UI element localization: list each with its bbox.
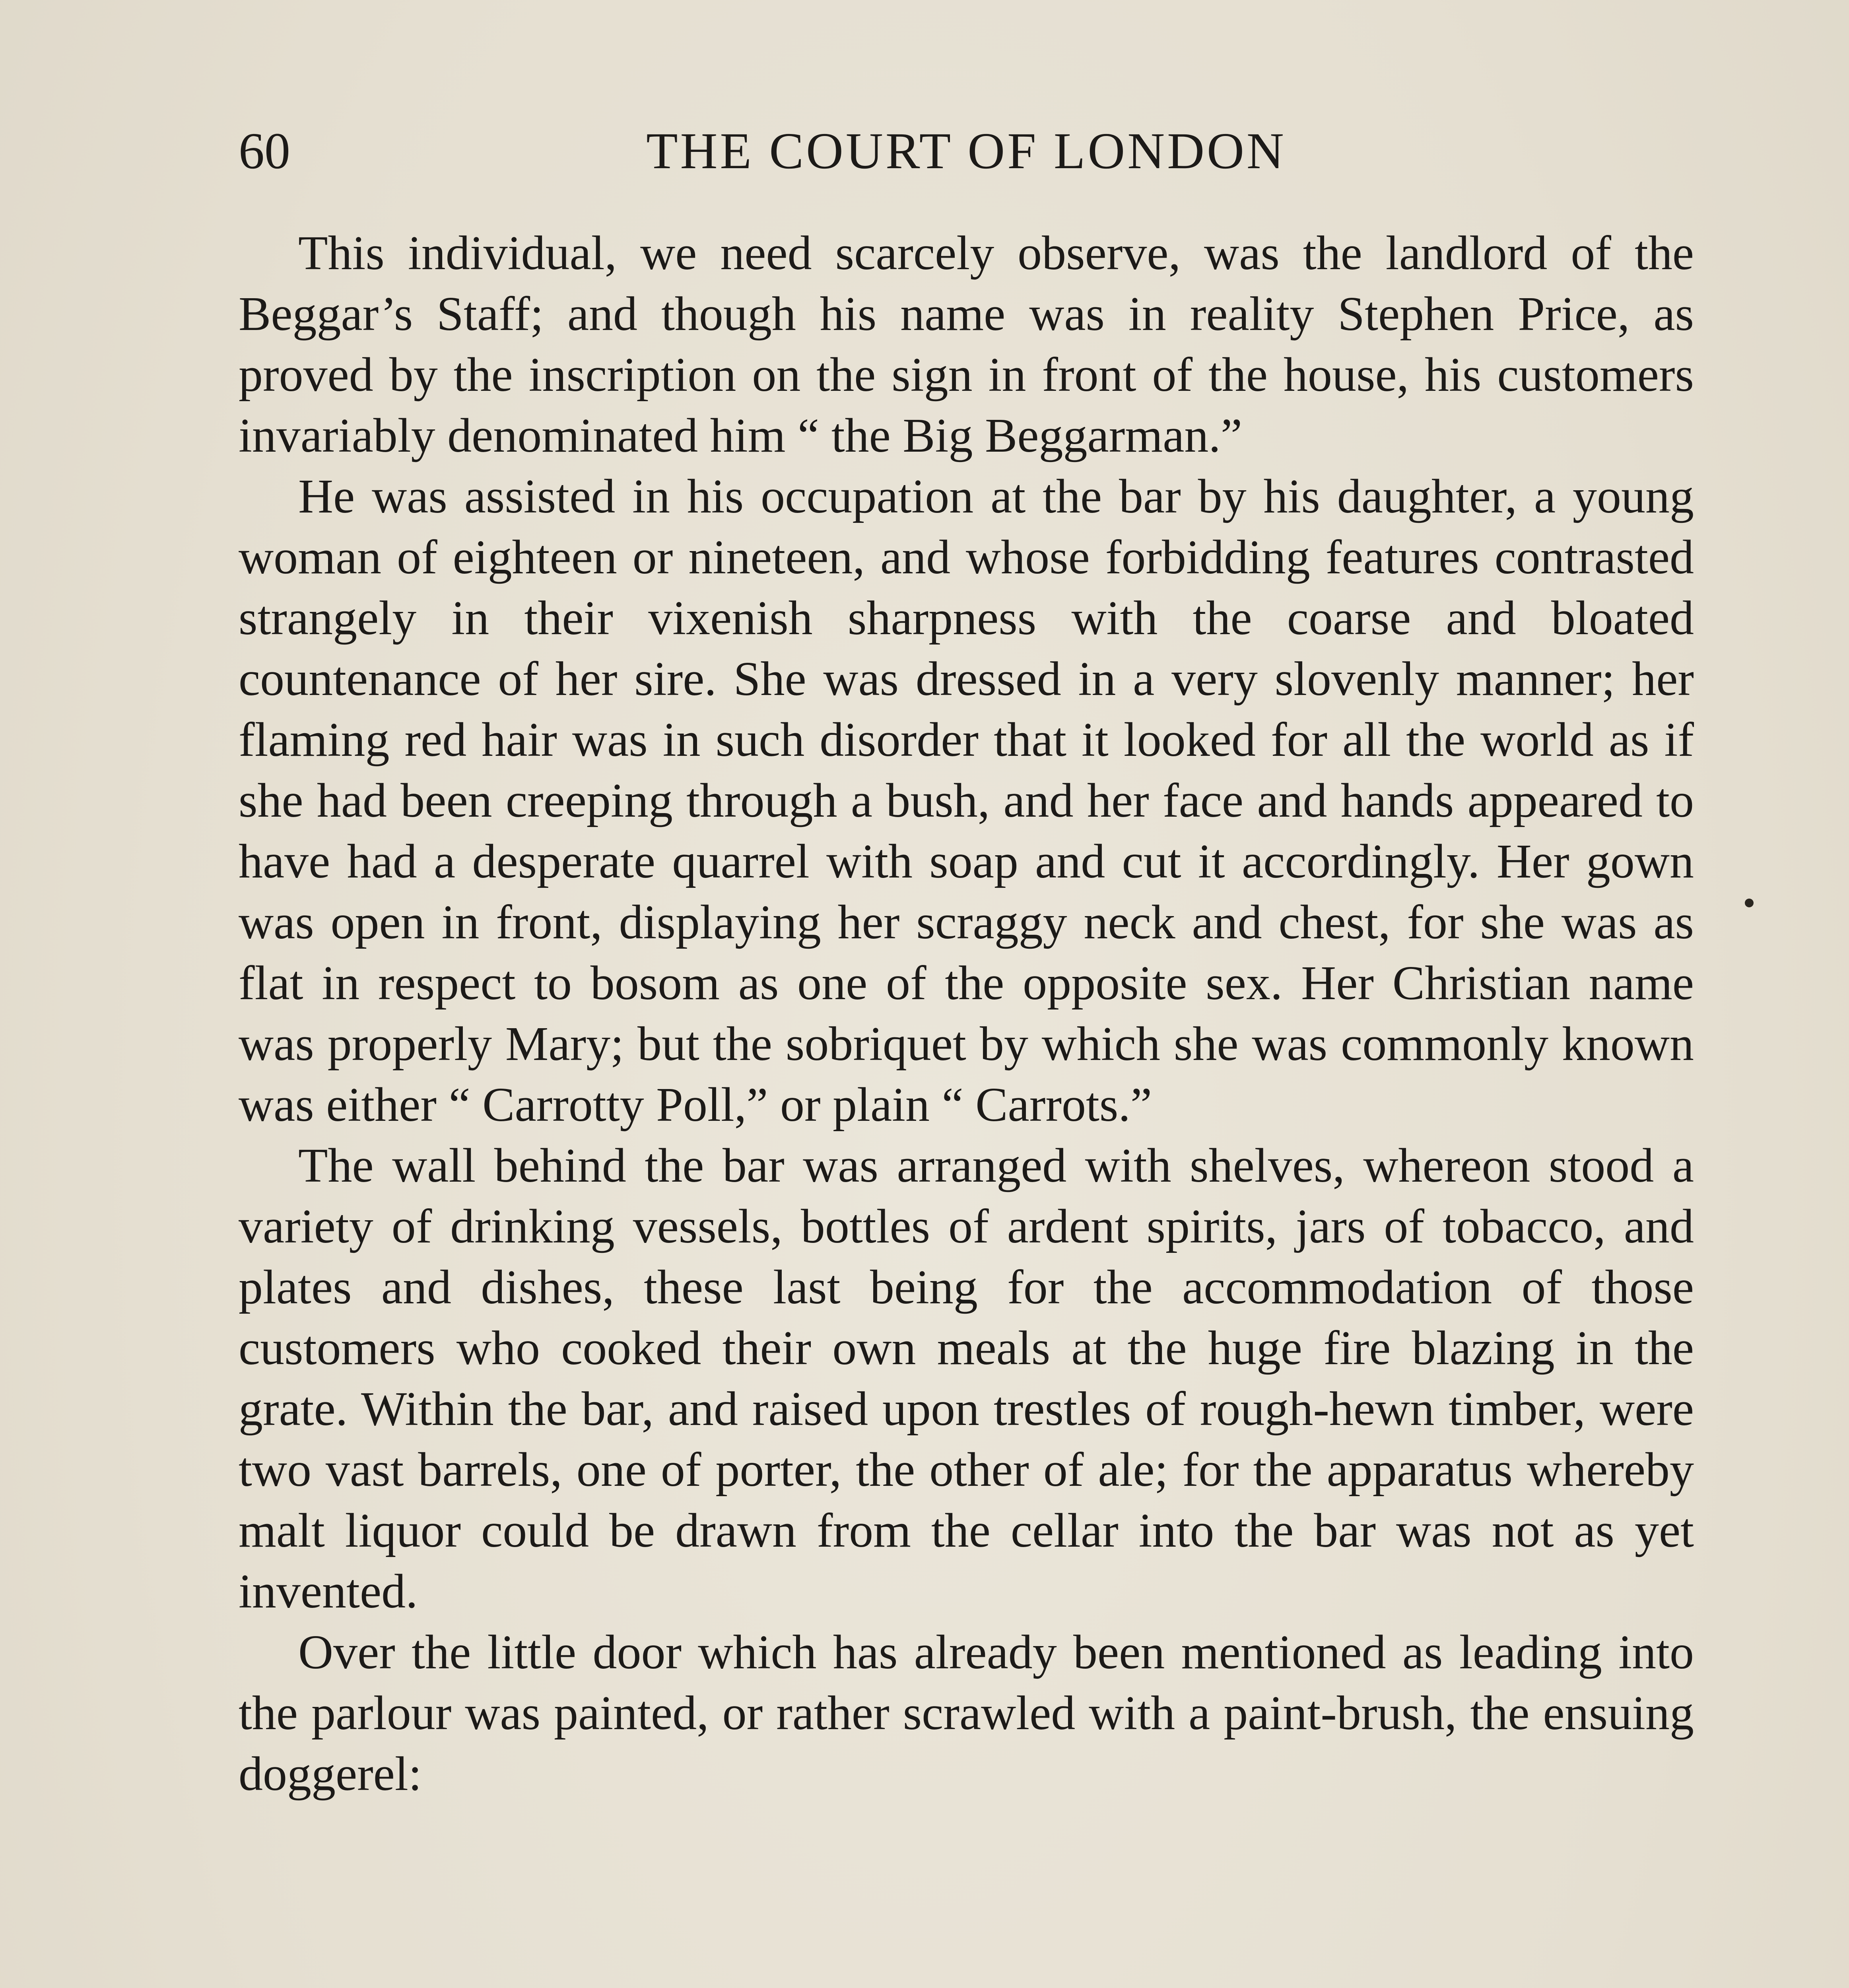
page-header <box>239 119 1694 183</box>
paragraph: He was assisted in his occupation at the bar by his daughter, a young woman of eighteen or nineteen, and whose forbidding features contrasted strangely in their vixenish sharpness with the coarse and bloated countenance of her sire. She was dressed in a very slovenly manner; her flaming red hair was in such disorder that it looked for all the world as if she had been creeping through a bush, and her face and hands appeared to have had a desperate quarrel with soap and cut it accordingly. Her gown was open in front, displaying her scraggy neck and chest, for she was as flat in respect to bosom as one of the opposite sex. Her Christian name was properly Mary; but the sobriquet by which she was commonly known was either “ Carrotty Poll,” or plain “ Carrots.” <box>239 470 1694 1132</box>
ink-speck <box>1745 899 1754 907</box>
body-text <box>239 223 1694 1804</box>
paragraph: This individual, we need scarcely observe, was the landlord of the Beggar’s Staff; and though his name was in reality Stephen Price, as proved by the inscription on the sign in front of the house, his customers invariably denominated him “ the Big Beggarman.” <box>239 226 1694 462</box>
paragraph: Over the little door which has already been mentioned as leading into the parlour was painted, or rather scrawled with a paint-brush, the ensuing doggerel: <box>239 1625 1694 1801</box>
running-title: THE COURT OF LONDON <box>646 122 1286 180</box>
paragraph: The wall behind the bar was arranged with shelves, whereon stood a variety of drinking vessels, bottles of ardent spirits, jars of tobacco, and plates and dishes, these last being for the accommodation of those customers who cooked their own meals at the huge fire blazing in the grate. Within the bar, and raised upon trestles of rough-hewn timber, were two vast barrels, one of porter, the other of ale; for the apparatus whereby malt liquor could be drawn from the cellar into the bar was not as yet invented. <box>239 1139 1694 1618</box>
page-number: 60 <box>239 122 290 180</box>
